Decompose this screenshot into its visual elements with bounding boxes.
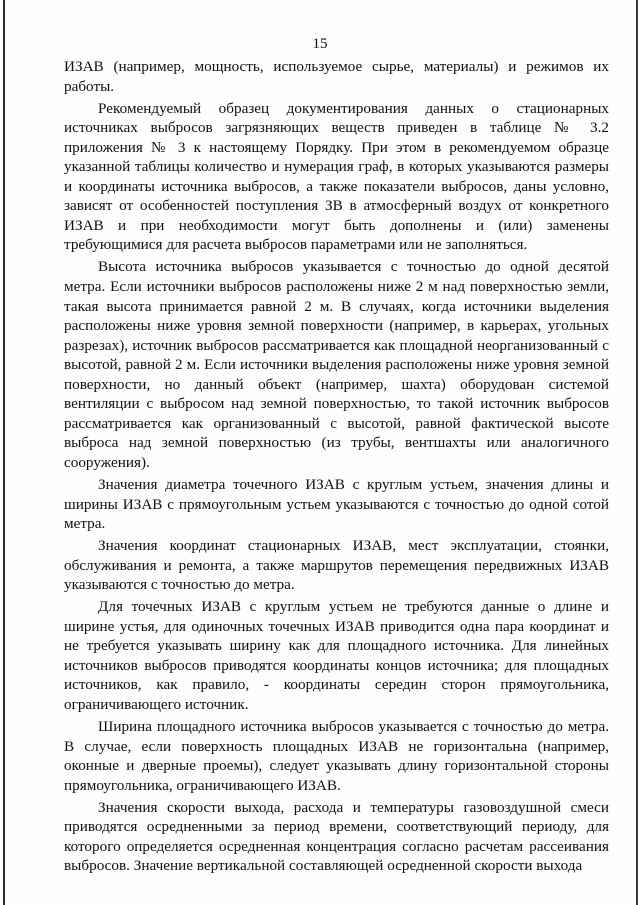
paragraph-1: ИЗАВ (например, мощность, используемое сырье, материалы) и режимов их работы.: [64, 58, 609, 95]
paragraph-4: Значения диаметра точечного ИЗАВ с круглым устьем, значения длины и ширины ИЗАВ с прямоугольным устьем указываются с точностью до одной сотой метра.: [64, 475, 609, 533]
body-text: [64, 57, 609, 878]
paragraph-2: Рекомендуемый образец документирования данных о стационарных источниках выбросов загрязняющих веществ приведен в таблице № 3.2 приложения № 3 к настоящему Порядку. При этом в рекомендуемом образце указанной таблицы количество и нумерация граф, в которых указываются размеры и координаты источника выбросов, а также показатели выбросов, даны условно, зависят от особенностей поступления ЗВ в атмосферный воздух от конкретного ИЗАВ и при необходимости могут быть дополнены и (или) заменены требующимися для расчета выбросов параметрами или не заполняться.: [64, 99, 609, 254]
page-number: 15: [312, 36, 328, 52]
scan-edge-right: [636, 0, 638, 905]
paragraph-3: Высота источника выбросов указывается с точностью до одной десятой метра. Если источники выбросов расположены ниже 2 м над поверхностью земли, такая высота принимается равной 2 м. В случаях, когда источники выделения расположены ниже уровня земной поверхности (например, в карьерах, угольных разрезах), источник выбросов рассматривается как площадной неорганизованный с высотой, равной 2 м. Если источники выделения расположены ниже уровня земной поверхности, но данный объект (например, шахта) оборудован системой вентиляции с выбросом над земной поверхностью, то такой источник выбросов рассматривается как организованный с высотой, равной фактической высоте выброса над земной поверхностью (из трубы, вентшахты или аналогичного сооружения).: [64, 258, 609, 471]
paragraph-8: Значения скорости выхода, расхода и температуры газовоздушной смеси приводятся осредненными за период времени, соответствующий периоду, для которого определяется осредненная концентрация согласно расчетам рассеивания выбросов. Значение вертикальной составляющей осредненной скорости выхода: [64, 798, 609, 875]
scan-edge-left: [3, 0, 5, 905]
paragraph-7: Ширина площадного источника выбросов указывается с точностью до метра. В случае, если поверхность площадных ИЗАВ не горизонтальна (например, оконные и дверные проемы), следует указывать длину горизонтальной стороны прямоугольника, ограничивающего ИЗАВ.: [64, 718, 609, 794]
paragraph-6: Для точечных ИЗАВ с круглым устьем не требуются данные о длине и ширине устья, для одиночных точечных ИЗАВ приводится одна пара координат и не требуется указывать ширину как для площадного источника. Для линейных источников выбросов приводятся координаты концов источника; для площадных источников, как правило, - координаты середин сторон прямоугольника, ограничивающего источник.: [64, 598, 609, 713]
paragraph-5: Значения координат стационарных ИЗАВ, мест эксплуатации, стоянки, обслуживания и ремонта, а также маршрутов перемещения передвижных ИЗАВ указываются с точностью до метра.: [64, 537, 609, 594]
